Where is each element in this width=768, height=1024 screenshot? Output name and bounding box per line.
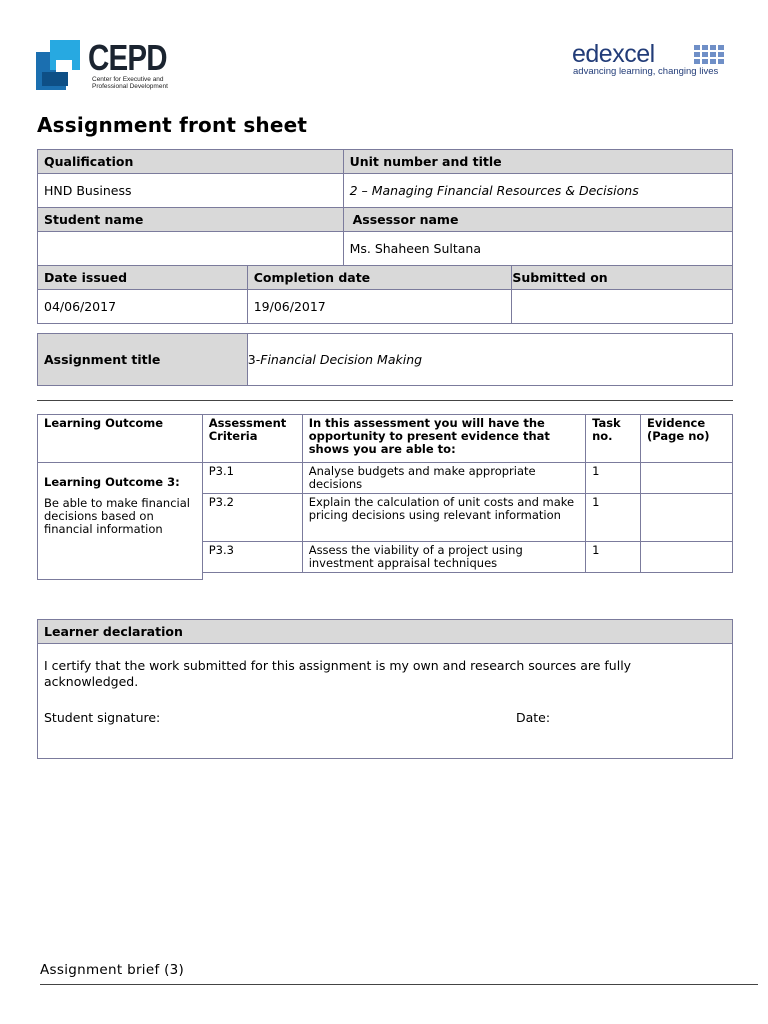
student-signature-label: Student signature: <box>44 710 161 725</box>
details-table <box>37 149 733 324</box>
student-name-label: Student name <box>38 208 344 232</box>
lo-desc: Explain the calculation of unit costs and make pricing decisions using relevant information <box>302 494 585 542</box>
assignment-title-prefix: 3- <box>247 352 261 367</box>
lo-evidence[interactable] <box>641 494 733 542</box>
lo-desc: Analyse budgets and make appropriate decisions <box>302 463 585 494</box>
submitted-on-value[interactable] <box>512 290 733 324</box>
declaration-date-label: Date: <box>516 710 551 725</box>
footer-divider <box>40 984 758 985</box>
assignment-title-cell <box>247 334 732 386</box>
assignment-title-label: Assignment title <box>38 334 248 386</box>
assignment-title-value: Financial Decision Making <box>260 352 423 367</box>
lo-task: 1 <box>586 494 641 542</box>
cepd-subtitle: Center for Executive and Professional Development <box>92 76 168 90</box>
lo-criteria: P3.1 <box>202 463 302 494</box>
cepd-logo-icon <box>36 40 84 90</box>
unit-label: Unit number and title <box>343 150 732 174</box>
lo-outcome-title: Learning Outcome 3: <box>44 475 180 489</box>
lo-header-task: Task no. <box>586 415 641 463</box>
page-title: Assignment front sheet <box>37 113 308 137</box>
declaration-text: I certify that the work submitted for this assignment is my own and research sources are fully acknowledged. <box>44 658 632 689</box>
date-issued-label: Date issued <box>38 266 248 290</box>
lo-table-stub <box>37 565 203 580</box>
student-name-value[interactable] <box>38 232 344 266</box>
learner-declaration-table <box>37 619 733 759</box>
completion-date-value: 19/06/2017 <box>247 290 512 324</box>
lo-outcome-cell <box>38 463 203 573</box>
declaration-title: Learner declaration <box>38 620 733 644</box>
qualification-label: Qualification <box>38 150 344 174</box>
lo-header-evidence-page: Evidence (Page no) <box>641 415 733 463</box>
lo-header-evidence-desc: In this assessment you will have the opportunity to present evidence that shows you are able to: <box>302 415 585 463</box>
lo-header-outcome: Learning Outcome <box>38 415 203 463</box>
assessor-name-value: Ms. Shaheen Sultana <box>343 232 732 266</box>
submitted-on-label: Submitted on <box>512 266 733 290</box>
lo-outcome-desc: Be able to make financial decisions based on financial information <box>44 496 190 536</box>
cepd-logo <box>36 37 168 92</box>
edexcel-name: edexcel <box>572 40 655 68</box>
lo-desc: Assess the viability of a project using investment appraisal techniques <box>302 542 585 573</box>
lo-task: 1 <box>586 463 641 494</box>
lo-evidence[interactable] <box>641 542 733 573</box>
assignment-title-table <box>37 333 733 386</box>
cepd-name: CEPD <box>88 37 167 78</box>
section-divider <box>37 400 733 401</box>
assessor-name-label: Assessor name <box>343 208 732 232</box>
qualification-value: HND Business <box>38 174 344 208</box>
date-issued-value: 04/06/2017 <box>38 290 248 324</box>
edexcel-grid-icon <box>694 45 724 65</box>
lo-task: 1 <box>586 542 641 573</box>
declaration-body <box>38 644 733 759</box>
edexcel-logo <box>572 42 732 78</box>
assignment-brief-heading: Assignment brief (3) <box>40 962 185 978</box>
lo-header-criteria: Assessment Criteria <box>202 415 302 463</box>
lo-criteria: P3.3 <box>202 542 302 573</box>
edexcel-tagline: advancing learning, changing lives <box>573 66 719 77</box>
completion-date-label: Completion date <box>247 266 512 290</box>
learning-outcomes-table <box>37 414 733 573</box>
lo-criteria: P3.2 <box>202 494 302 542</box>
lo-evidence[interactable] <box>641 463 733 494</box>
unit-value: 2 – Managing Financial Resources & Decisions <box>343 174 732 208</box>
